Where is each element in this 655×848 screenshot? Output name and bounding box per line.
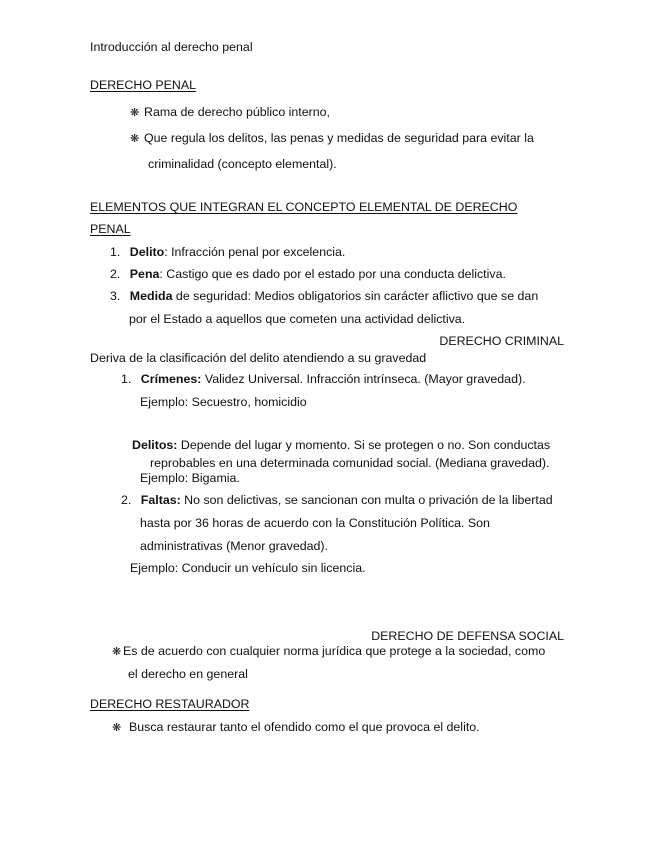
example-text: Ejemplo: Secuestro, homicidio <box>140 395 307 409</box>
list-number: 1. <box>110 245 121 259</box>
list-text: : Infracción penal por excelencia. <box>164 245 346 259</box>
list-text: de seguridad: Medios obligatorios sin carácter aflictivo que se dan <box>172 289 539 303</box>
term-delitos: Delitos: <box>132 438 178 452</box>
list-item <box>110 244 345 260</box>
criminal-intro: Deriva de la clasificación del delito atendiendo a su gravedad <box>90 351 427 365</box>
list-item-continuation: por el Estado a aquellos que cometen una actividad delictiva. <box>129 312 466 326</box>
paragraph-continuation: reprobables en una determinada comunidad social. (Mediana gravedad). <box>150 456 550 470</box>
example-text: Ejemplo: Conducir un vehículo sin licencia. <box>130 561 366 575</box>
section-heading-derecho-criminal: DERECHO CRIMINAL <box>439 334 564 348</box>
list-item-continuation: hasta por 36 horas de acuerdo con la Constitución Política. Son <box>140 516 490 530</box>
term-medida: Medida <box>129 289 173 303</box>
asterisk-bullet-icon: ❋ <box>112 722 122 734</box>
asterisk-bullet-icon: ❋ <box>112 646 122 658</box>
bullet-item <box>130 104 330 121</box>
asterisk-bullet-icon: ❋ <box>130 107 140 119</box>
paragraph-text: Depende del lugar y momento. Si se protegen o no. Son conductas <box>177 438 551 452</box>
list-item <box>110 288 538 304</box>
document-title: Introducción al derecho penal <box>90 40 253 54</box>
list-text: Validez Universal. Infracción intrínseca. (Mayor gravedad). <box>201 372 526 386</box>
bullet-continuation: criminalidad (concepto elemental). <box>148 157 337 171</box>
list-number: 2. <box>110 267 121 281</box>
list-number: 2. <box>121 493 132 507</box>
term-delito: Delito <box>129 245 165 259</box>
bullet-text: Rama de derecho público interno, <box>144 105 330 119</box>
bullet-item <box>130 130 534 147</box>
bullet-text: Que regula los delitos, las penas y medidas de seguridad para evitar la <box>144 131 534 145</box>
list-item <box>110 266 506 282</box>
delitos-paragraph <box>132 437 550 453</box>
section-heading-derecho-restaurador: DERECHO RESTAURADOR <box>90 697 250 711</box>
list-text: No son delictivas, se sancionan con multa o privación de la libertad <box>180 493 553 507</box>
list-text: : Castigo que es dado por el estado por una conducta delictiva. <box>159 267 506 281</box>
section-heading-elementos-cont: PENAL <box>90 222 131 236</box>
bullet-text: Es de acuerdo con cualquier norma jurídica que protege a la sociedad, como <box>123 644 546 658</box>
bullet-text: Busca restaurar tanto el ofendido como el que provoca el delito. <box>129 720 480 734</box>
example-text: Ejemplo: Bigamia. <box>140 471 240 485</box>
section-heading-elementos: ELEMENTOS QUE INTEGRAN EL CONCEPTO ELEMENTAL DE DERECHO <box>90 200 518 214</box>
section-heading-defensa-social: DERECHO DE DEFENSA SOCIAL <box>371 629 564 643</box>
list-item <box>121 492 553 508</box>
term-faltas: Faltas: <box>140 493 181 507</box>
section-heading-derecho-penal: DERECHO PENAL <box>90 78 197 92</box>
list-item <box>121 371 526 387</box>
bullet-continuation: el derecho en general <box>128 667 248 681</box>
asterisk-bullet-icon: ❋ <box>130 133 140 145</box>
term-crimenes: Crímenes: <box>140 372 202 386</box>
bullet-item <box>112 643 545 660</box>
list-number: 1. <box>121 372 132 386</box>
list-item-continuation: administrativas (Menor gravedad). <box>140 539 329 553</box>
bullet-item <box>112 719 480 736</box>
term-pena: Pena <box>129 267 160 281</box>
list-number: 3. <box>110 289 121 303</box>
